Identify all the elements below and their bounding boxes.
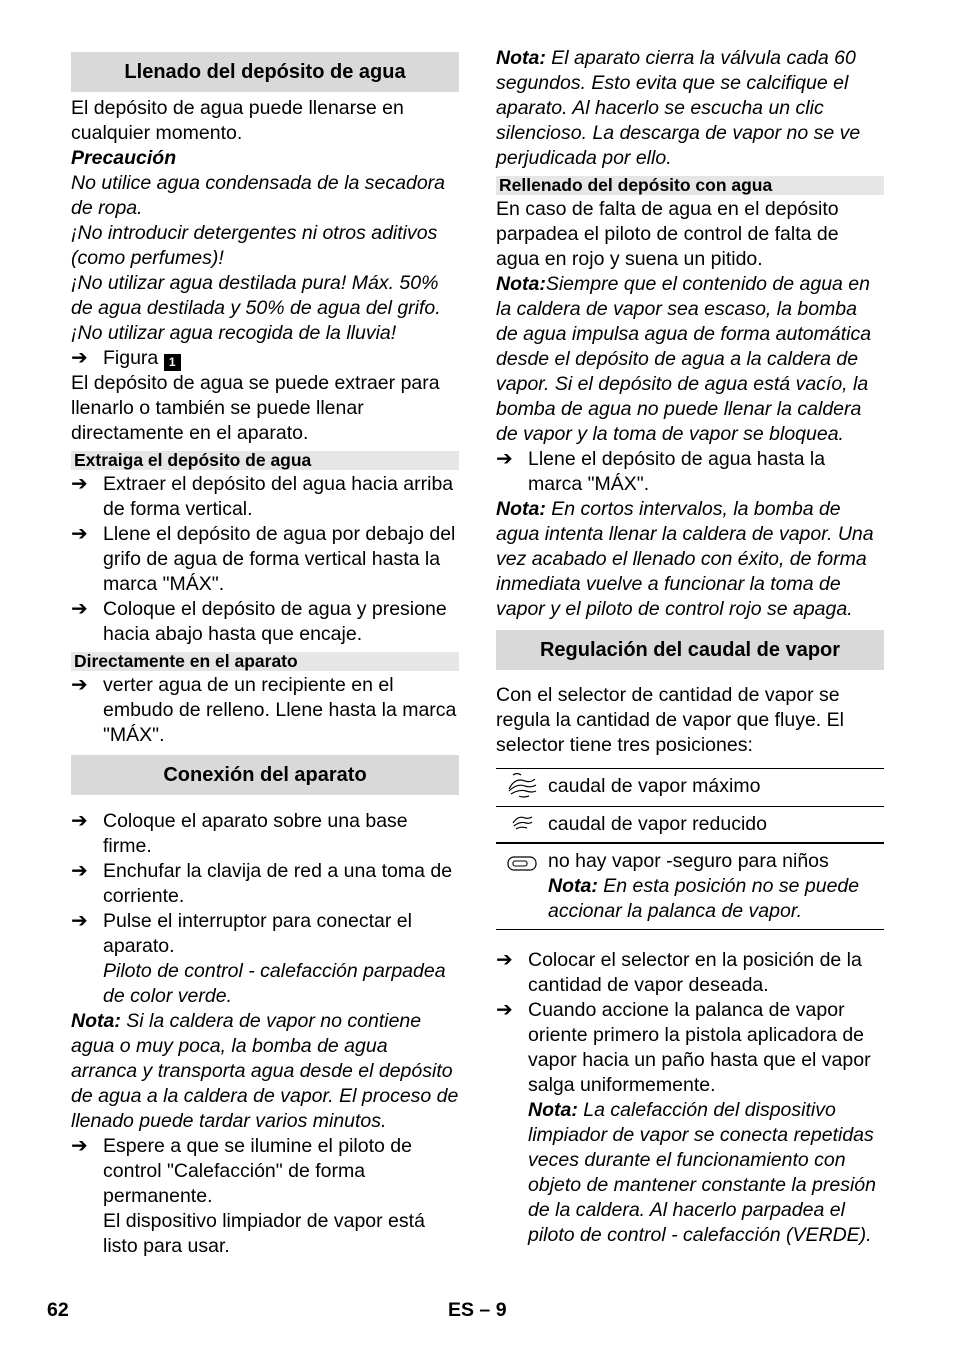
section-heading-water-fill: Llenado del depósito de agua: [71, 52, 459, 92]
caution-line: ¡No utilizar agua destilada pura! Máx. 50% de agua destilada y 50% de agua del grifo.: [71, 272, 441, 319]
section-footer: ES – 9: [448, 1299, 507, 1321]
selector-text: no hay vapor -seguro para niños: [548, 850, 829, 872]
step-text: Coloque el aparato sobre una base firme.: [103, 810, 408, 857]
step-item: [71, 909, 459, 1009]
note-text: Siempre que el contenido de agua en la caldera de vapor sea escaso, la bomba de agua impulsa agua de forma automática desde el depósito de agua a la caldera de vapor. Si el depósito de agua está vacío, la bomba de agua no puede llenar la caldera de vapor y la toma de vapor se bloquea.: [496, 273, 872, 445]
step-text: Llene el depósito de agua hasta la marca "MÁX".: [528, 448, 826, 495]
caution-line: No utilice agua condensada de la secadora de ropa.: [71, 172, 446, 219]
arrow-icon: ➔: [71, 347, 88, 369]
note: [548, 874, 884, 924]
note-text: Si la caldera de vapor no contiene agua o muy poca, la bomba de agua arranca y transporta agua desde el depósito de agua a la caldera de vapor. El proceso de llenado puede tardar varios minutos.: [71, 1010, 459, 1132]
step-text: Cuando accione la palanca de vapor oriente primero la pistola aplicadora de vapor hacia un paño hasta que el vapor salga uniformemente.: [528, 999, 871, 1096]
note-label: Nota:: [496, 498, 546, 520]
step-item: [71, 597, 459, 647]
paragraph: El depósito de agua se puede extraer para llenarlo o también se puede llenar directamente en el aparato.: [71, 372, 440, 444]
note-label: Nota:: [496, 273, 546, 295]
note-label: Nota:: [548, 875, 598, 897]
note-text: La calefacción del dispositivo limpiador de vapor se conecta repetidas veces durante el funcionamiento con objeto de mantener constante la presión de la caldera. Al hacerlo parpadea el piloto de control - calefacción (VERDE).: [528, 1099, 876, 1246]
subheading-remove-tank: Extraiga el depósito de agua: [71, 451, 459, 470]
caution-line: ¡No introducir detergentes ni otros aditivos (como perfumes)!: [71, 222, 438, 269]
step-text: verter agua de un recipiente en el embudo de relleno. Llene hasta la marca "MÁX".: [103, 674, 457, 746]
step-text: Coloque el depósito de agua y presione hacia abajo hasta que encaje.: [103, 598, 447, 645]
arrow-icon: ➔: [71, 674, 88, 696]
step-item: [496, 948, 884, 998]
figure-reference: [71, 346, 459, 371]
section-heading-connection: Conexión del aparato: [71, 755, 459, 795]
right-column: [496, 46, 884, 1248]
section-heading-steam-regulation: Regulación del caudal de vapor: [496, 630, 884, 670]
note-text: En esta posición no se puede accionar la palanca de vapor.: [548, 875, 860, 922]
subheading-direct-fill: Directamente en el aparato: [71, 652, 459, 671]
note-label: Nota:: [71, 1010, 121, 1032]
left-column: [71, 52, 459, 1259]
step-text: Enchufar la clavija de red a una toma de corriente.: [103, 860, 453, 907]
subheading-refill: Rellenado del depósito con agua: [496, 176, 884, 195]
note: [496, 46, 884, 171]
arrow-icon: ➔: [71, 810, 88, 832]
paragraph: El depósito de agua puede llenarse en cualquier momento.: [71, 97, 404, 144]
selector-row: [496, 807, 884, 844]
step-item: [71, 1134, 459, 1259]
arrow-icon: ➔: [496, 448, 513, 470]
page-number: 62: [47, 1299, 69, 1321]
arrow-icon: ➔: [496, 999, 513, 1021]
note-label: Nota:: [496, 47, 546, 69]
note-label: Nota:: [528, 1099, 578, 1121]
note-text: En cortos intervalos, la bomba de agua intenta llenar la caldera de vapor. Una vez acabado el llenado con éxito, de forma inmediata vuelve a funcionar la toma de vapor y el piloto de control rojo se apaga.: [496, 498, 874, 620]
arrow-icon: ➔: [71, 473, 88, 495]
step-item: [71, 859, 459, 909]
step-result: El dispositivo limpiador de vapor está listo para usar.: [103, 1210, 425, 1257]
note-text: El aparato cierra la válvula cada 60 segundos. Esto evita que se calcifique el aparato. Al hacerlo se escucha un clic silencioso. La descarga de vapor no se ve perjudicada por ello.: [496, 47, 861, 169]
arrow-icon: ➔: [71, 598, 88, 620]
paragraph: Con el selector de cantidad de vapor se regula la cantidad de vapor que fluye. El selector tiene tres posiciones:: [496, 684, 844, 756]
step-item: [496, 998, 884, 1248]
step-text: Extraer el depósito del agua hacia arriba de forma vertical.: [103, 473, 454, 520]
selector-row: [496, 769, 884, 807]
note: [71, 1009, 459, 1134]
step-text: Colocar el selector en la posición de la cantidad de vapor deseada.: [528, 949, 862, 996]
arrow-icon: ➔: [71, 523, 88, 545]
step-item: [71, 472, 459, 522]
figure-label: Figura: [103, 347, 159, 369]
step-text: Espere a que se ilumine el piloto de control "Calefacción" de forma permanente.: [103, 1135, 412, 1207]
arrow-icon: ➔: [496, 949, 513, 971]
paragraph: En caso de falta de agua en el depósito parpadea el piloto de control de falta de agua en rojo y suena un pitido.: [496, 198, 839, 270]
step-item: [496, 447, 884, 497]
step-item: [71, 809, 459, 859]
arrow-icon: ➔: [71, 910, 88, 932]
note: [496, 272, 884, 447]
step-item: [71, 522, 459, 597]
steam-max-icon: [505, 769, 539, 799]
arrow-icon: ➔: [71, 1135, 88, 1157]
step-text: Pulse el interruptor para conectar el aparato.: [103, 910, 412, 957]
selector-positions-table: [496, 768, 884, 930]
note: [496, 497, 884, 622]
selector-text: caudal de vapor reducido: [548, 813, 767, 835]
arrow-icon: ➔: [71, 860, 88, 882]
figure-number-badge: 1: [164, 354, 181, 371]
note: [528, 1098, 884, 1248]
caution-title: Precaución: [71, 147, 177, 169]
step-item: [71, 673, 459, 748]
steam-reduced-icon: [505, 807, 539, 835]
step-text: Llene el depósito de agua por debajo del grifo de agua de forma vertical hasta la marca "MÁX".: [103, 523, 456, 595]
selector-row: [496, 843, 884, 930]
caution-line: ¡No utilizar agua recogida de la lluvia!: [71, 322, 397, 344]
step-result: Piloto de control - calefacción parpadea de color verde.: [103, 960, 446, 1007]
no-steam-icon: [505, 852, 539, 876]
selector-text: caudal de vapor máximo: [548, 775, 761, 797]
